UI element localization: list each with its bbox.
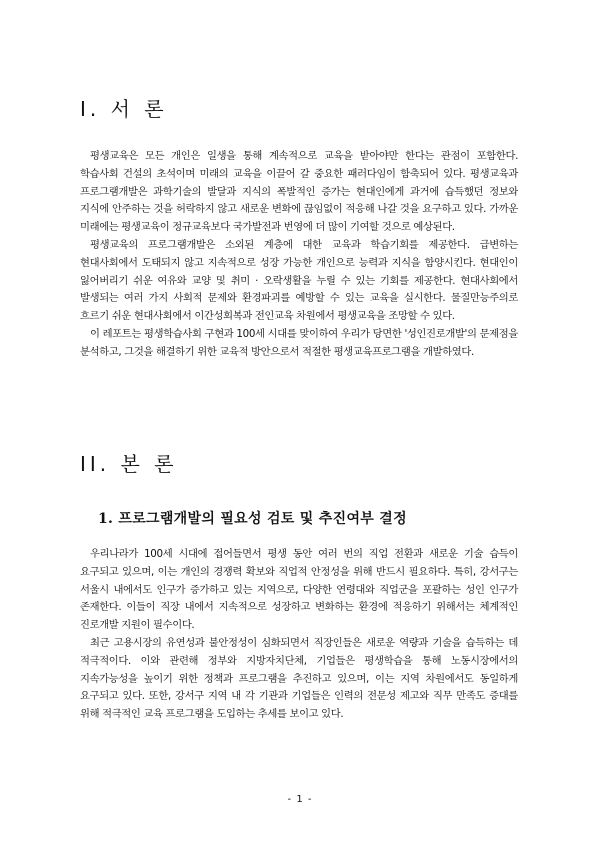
paragraph: 평생교육의 프로그램개발은 소외된 계층에 대한 교육과 학습기회를 제공한다. 급변하는 현대사회에서 도태되지 않고 지속적으로 성장 가능한 개인으로 능력과 지식을 함양시킨다. 현대인이 잃어버리기 쉬운 여유와 교양 및 취미 · 오락생활을 누릴 수 있는 기회를 제공한다. 현대사회에서 발생되는 여러 가지 사회적 문제와 환경파괴를 예방할 수 있는 교육을 실시한다. 물질만능주의로 흐르기 쉬운 현대사회에서 이간성회복과 전인교육 차원에서 평생교육을 조망할 수 있다. [80, 238, 518, 323]
paragraph: 우리나라가 100세 시대에 접어들면서 평생 동안 여러 번의 직업 전환과 새로운 기술 습득이 요구되고 있으며, 이는 개인의 경쟁력 확보와 직업적 안정성을 위해 반드시 필요하다. 특히, 강서구는 서울시 내에서도 인구가 증가하고 있는 지역으로, 다양한 연령대와 직업군을 포괄하는 성인 인구가 존재한다. 이들이 직장 내에서 지속적으로 성장하고 변화하는 환경에 적응하기 위해서는 체계적인 진로개발 지원이 필수이다. [80, 548, 518, 632]
paragraph: 평생교육은 모든 개인은 일생을 통해 계속적으로 교육을 받아야만 한다는 관점이 포함한다. 학습사회 건설의 초석이며 미래의 교육을 이끌어 갈 중요한 패러다임이 함축되어 있다. 평생교육과 프로그램개발은 과학기술의 발달과 지식의 폭발적인 증가는 현대인에게 과거에 습득했던 정보와 지식에 안주하는 것을 허락하지 않고 새로운 변화에 끊임없이 적응해 나갈 것을 요구하고 있다. 가까운 미래에는 평생교육이 정규교육보다 국가발전과 번영에 더 많이 기여할 것으로 예상된다. [80, 150, 518, 234]
paragraph: 최근 고용시장의 유연성과 불안정성이 심화되면서 직장인들은 새로운 역량과 기술을 습득하는 데 적극적이다. 이와 관련해 정부와 지방자치단체, 기업들은 평생학습을 통해 노동시장에서의 지속가능성을 높이기 위한 정책과 프로그램을 추진하고 있으며, 이는 지역 차원에서도 동일하게 요구되고 있다. 또한, 강서구 지역 내 각 기관과 기업들은 인력의 전문성 제고와 직무 만족도 증대를 위해 적극적인 교육 프로그램을 도입하는 추세를 보이고 있다. [80, 636, 518, 721]
section-title-introduction: I. 서 론 [80, 97, 168, 121]
introduction-body [80, 148, 518, 362]
paragraph: 이 레포트는 평생학습사회 구현과 100세 시대를 맞이하여 우리가 당면한 '성인진로개발'의 문제점을 분석하고, 그것을 해결하기 위한 교육적 방안으로서 적절한 평생교육프로그램을 개발하였다. [80, 327, 518, 358]
main-body [80, 546, 518, 724]
subsection-title: 1. 프로그램개발의 필요성 검토 및 추진여부 결정 [98, 511, 407, 527]
section-title-main: II. 본 론 [80, 452, 178, 476]
page-number: - 1 - [287, 794, 313, 805]
